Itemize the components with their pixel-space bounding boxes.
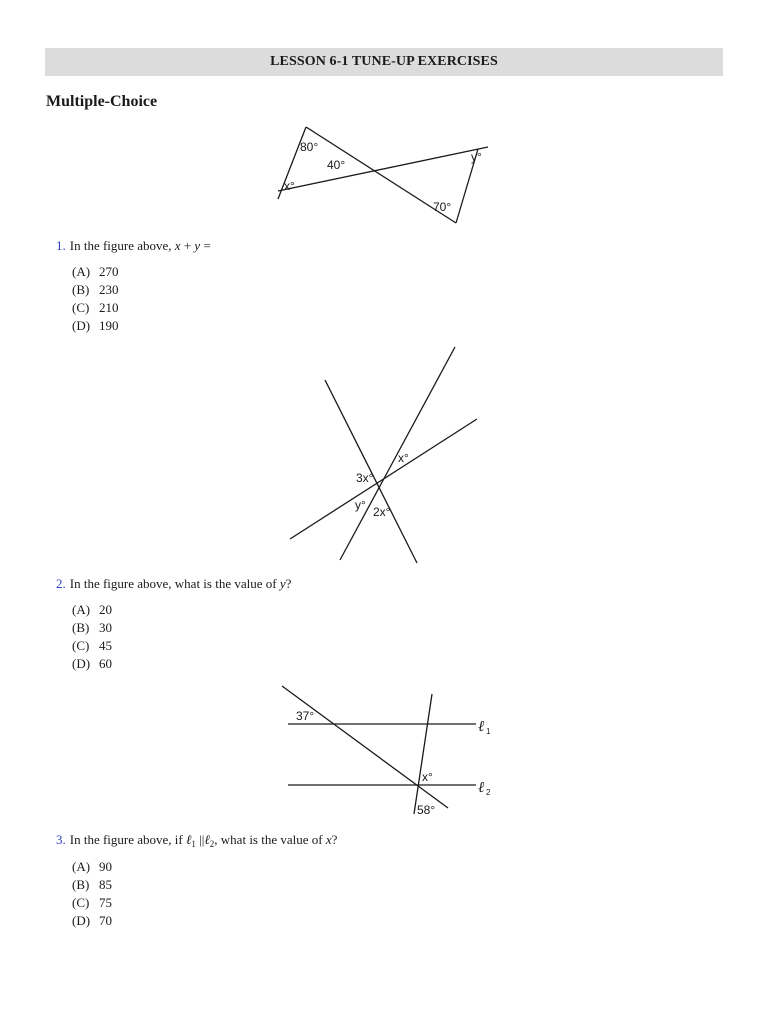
- choice-a[interactable]: (A) 90: [72, 859, 112, 874]
- fig3-label-l2: ℓ: [478, 778, 485, 796]
- question-3-number: 3.: [56, 832, 66, 847]
- fig3-label-l1: ℓ: [478, 717, 485, 735]
- fig1-label-y: y°: [471, 150, 482, 164]
- choice-a[interactable]: (A) 20: [72, 602, 112, 617]
- choice-b[interactable]: (B) 85: [72, 877, 112, 892]
- choice-b[interactable]: (B) 30: [72, 620, 112, 635]
- question-2-choices: [72, 601, 291, 673]
- question-3-choices: [72, 858, 337, 930]
- choice-d[interactable]: (D) 190: [72, 318, 119, 333]
- choice-d[interactable]: (D) 70: [72, 913, 112, 928]
- choice-d[interactable]: (D) 60: [72, 656, 112, 671]
- choice-c[interactable]: (C) 210: [72, 300, 119, 315]
- question-3-stem: [56, 832, 337, 849]
- fig2-line-c: [290, 419, 477, 539]
- fig3-transversal-2: [414, 694, 432, 814]
- section-title: Multiple-Choice: [46, 93, 158, 110]
- question-2-stem: [56, 576, 291, 592]
- fig2-label-3x: 3x°: [356, 471, 374, 485]
- fig1-label-70: 70°: [433, 200, 452, 214]
- choice-b[interactable]: (B) 230: [72, 282, 119, 297]
- question-1-text: In the figure above, x + y =: [69, 238, 211, 253]
- lesson-header-bar: [45, 48, 723, 76]
- choice-a[interactable]: (A) 270: [72, 264, 119, 279]
- question-1-number: 1.: [56, 238, 66, 253]
- fig1-label-80: 80°: [300, 140, 319, 154]
- question-1: [56, 238, 211, 335]
- choice-c[interactable]: (C) 75: [72, 895, 112, 910]
- fig1-label-40: 40°: [327, 158, 346, 172]
- fig3-label-37: 37°: [296, 709, 315, 723]
- question-3: [56, 832, 337, 930]
- figure-3-parallel-lines: [280, 684, 495, 819]
- fig2-label-y: y°: [355, 498, 366, 512]
- question-1-choices: [72, 263, 211, 335]
- fig1-label-x: x°: [284, 179, 295, 193]
- question-2-text: In the figure above, what is the value of y?: [69, 576, 292, 591]
- fig3-label-l1-sub: 1: [486, 727, 491, 736]
- fig3-label-58: 58°: [417, 803, 436, 817]
- fig2-label-2x: 2x°: [373, 505, 391, 519]
- fig3-label-x: x°: [422, 770, 433, 784]
- question-2-number: 2.: [56, 576, 66, 591]
- fig3-transversal-1: [282, 686, 448, 808]
- question-3-text: In the figure above, if ℓ$_1$ ||ℓ$_2$, what is the value of x?: [69, 832, 338, 849]
- fig3-label-l2-sub: 2: [486, 788, 491, 797]
- question-2: [56, 576, 291, 673]
- question-1-stem: [56, 238, 211, 254]
- lesson-title: LESSON 6-1 TUNE-UP EXERCISES: [270, 54, 498, 69]
- fig2-label-x: x°: [398, 451, 409, 465]
- figure-1-triangles: [270, 124, 500, 228]
- choice-c[interactable]: (C) 45: [72, 638, 112, 653]
- figure-2-intersecting-lines: [285, 345, 485, 565]
